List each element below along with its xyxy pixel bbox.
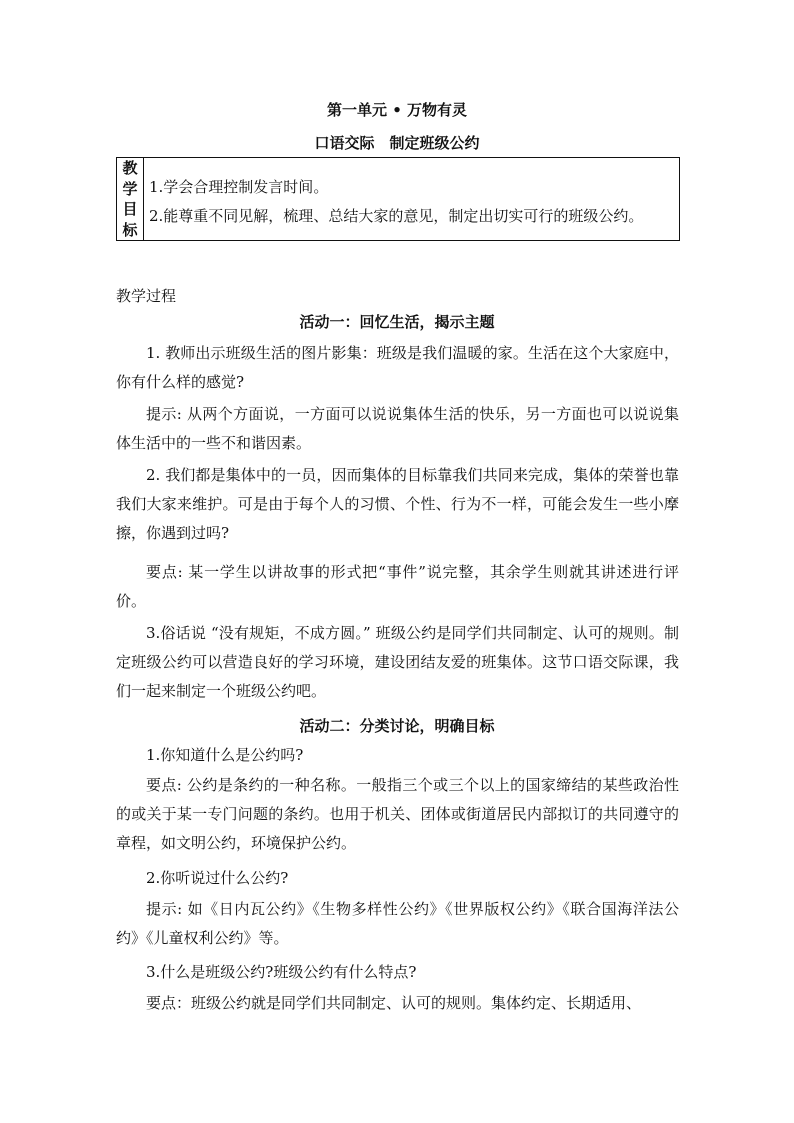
activity1-paragraph: 1. 教师出示班级生活的图片影集：班级是我们温暖的家。生活在这个大家庭中，你有什么样的感觉? (116, 344, 679, 391)
activity2-question: 2.你听说过什么公约? (146, 869, 289, 887)
activity2-answer: 要点: 公约是条约的一种名称。一般指三个或三个以上的国家缔结的某些政治性的或关于某一专门问题的条约。也用于机关、团体或街道居民内部拟订的共同遵守的章程，如文明公约，环境保护公约。 (116, 776, 679, 852)
teaching-objectives-table (116, 157, 680, 241)
lesson-title: 口语交际 制定班级公约 (314, 134, 480, 152)
activity1-heading: 活动一：回忆生活，揭示主题 (299, 313, 495, 331)
objectives-label-char: 目 (122, 200, 138, 218)
activity2-heading: 活动二：分类讨论，明确目标 (299, 717, 495, 735)
objective-item: 2.能尊重不同见解，梳理、总结大家的意见，制定出切实可行的班级公约。 (149, 207, 644, 225)
activity1-paragraph: 2. 我们都是集体中的一员，因而集体的目标靠我们共同来完成，集体的荣誉也靠我们大家来维护。可是由于每个人的习惯、个性、行为不一样，可能会发生一些小摩擦，你遇到过吗? (116, 466, 679, 542)
activity2-answer: 提示: 如《日内瓦公约》《生物多样性公约》《世界版权公约》《联合国海洋法公约》《儿童权利公约》等。 (116, 900, 679, 947)
objectives-label-char: 学 (122, 179, 138, 198)
activity1-paragraph: 3.俗话说 “没有规矩，不成方圆。” 班级公约是同学们共同制定、认可的规则。制定班级公约可以营造良好的学习环境，建设团结友爱的班集体。这节口语交际课，我们一起来制定一个班级公约吧。 (116, 624, 679, 700)
activity2-question: 3.什么是班级公约?班级公约有什么特点? (146, 963, 417, 981)
activity1-paragraph: 要点: 某一学生以讲故事的形式把“事件”说完整，其余学生则就其讲述进行评价。 (116, 563, 679, 610)
objectives-label-char: 标 (122, 220, 138, 239)
unit-title: 第一单元 • 万物有灵 (326, 101, 468, 119)
objective-item: 1.学会合理控制发言时间。 (149, 178, 329, 196)
process-label: 教学过程 (116, 287, 177, 305)
objectives-label-char: 教 (122, 159, 138, 177)
activity2-answer: 要点：班级公约就是同学们共同制定、认可的规则。集体约定、长期适用、 (146, 994, 642, 1012)
activity1-paragraph: 提示: 从两个方面说，一方面可以说说集体生活的快乐，另一方面也可以说说集体生活中的一些不和谐因素。 (116, 405, 679, 452)
objectives-label (117, 158, 144, 240)
activity2-question: 1.你知道什么是公约吗? (146, 746, 304, 764)
